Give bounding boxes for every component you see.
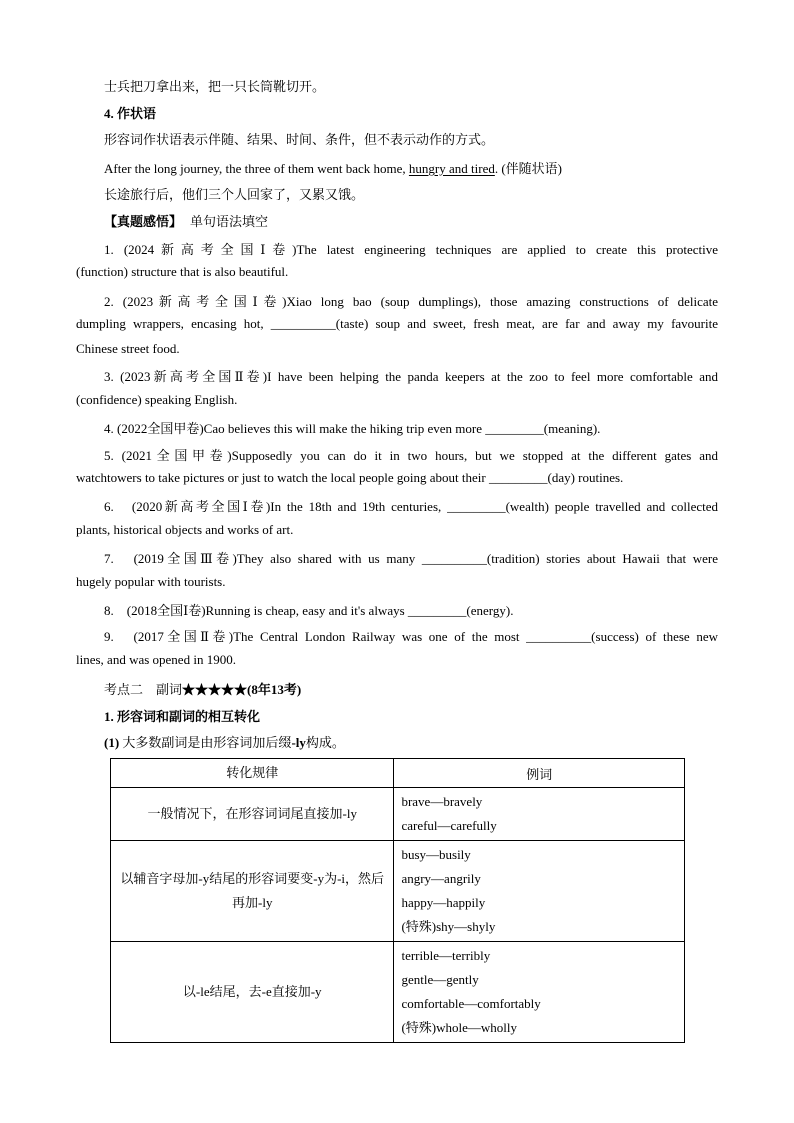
- example-word: (特殊)shy—shyly: [401, 919, 496, 934]
- example-word: happy—happily: [401, 895, 486, 910]
- question-1-line-2: (function) structure that is also beautiful.: [76, 264, 289, 279]
- subheading-adverbial: 4. 作状语: [104, 106, 157, 121]
- example-word: angry—angrily: [401, 871, 481, 886]
- section-title: [104, 679, 301, 698]
- question-2-line-1: 2. (2023新高考全国Ⅰ卷)Xiao long bao (soup dumplings), those amazing constructions of delicate: [104, 294, 718, 309]
- question-5-line-2: watchtowers to take pictures or just to watch the local people going about their _________(day) routines.: [76, 470, 624, 485]
- table-row: [111, 841, 685, 942]
- example-sentence: [104, 158, 562, 177]
- practice-heading-text: 单句语法填空: [190, 214, 269, 229]
- section-title-text: 考点二 副词: [104, 682, 183, 697]
- question-9-line-2: lines, and was opened in 1900.: [76, 652, 236, 667]
- example-word: careful—carefully: [401, 818, 497, 833]
- question-5-line-1: 5. (2021全国甲卷)Supposedly you can do it in two hours, but we stopped at the different gates and: [104, 448, 718, 463]
- subsection-rule-end: 构成。: [305, 735, 345, 750]
- subsection-rule-suffix: -ly: [291, 735, 306, 750]
- table-cell-rule: 以辅音字母加-y结尾的形容词要变-y为-i，然后再加-ly: [111, 841, 394, 942]
- question-3-line-2: (confidence) speaking English.: [76, 392, 238, 407]
- table-cell-rule: 一般情况下，在形容词词尾直接加-ly: [111, 788, 394, 841]
- example-word: terrible—terribly: [401, 948, 491, 963]
- table-row: [111, 788, 685, 841]
- practice-heading-label: 【真题感悟】: [104, 214, 183, 229]
- section-title-stars: ★★★★★(8年13考): [182, 682, 302, 697]
- question-8-line-1: 8. (2018全国Ⅰ卷)Running is cheap, easy and it's always _________(energy).: [104, 603, 514, 618]
- table-header-examples: 例词: [394, 759, 685, 788]
- question-3-line-1: 3. (2023新高考全国Ⅱ卷)I have been helping the panda keepers at the zoo to feel more comfortable and: [104, 369, 718, 384]
- table-cell-examples: [394, 788, 685, 841]
- rule-description: 形容词作状语表示伴随、结果、时间、条件，但不表示动作的方式。: [104, 132, 495, 147]
- example-underlined: hungry and tired: [408, 161, 495, 176]
- subsection-rule-number: (1): [104, 735, 120, 750]
- example-note: . (伴随状语): [494, 161, 563, 176]
- example-text: After the long journey, the three of them went back home,: [104, 161, 409, 176]
- subsection-heading: 1. 形容词和副词的相互转化: [104, 709, 261, 724]
- question-7-line-1: 7. (2019全国Ⅲ卷)They also shared with us many __________(tradition) stories about Hawaii that were: [104, 551, 718, 566]
- example-word: brave—bravely: [401, 794, 483, 809]
- example-translation: 长途旅行后，他们三个人回家了，又累又饿。: [104, 187, 365, 202]
- question-6-line-1: 6. (2020新高考全国Ⅰ卷)In the 18th and 19th centuries, _________(wealth) people travelled and collected: [104, 499, 718, 514]
- question-9-line-1: 9. (2017全国Ⅱ卷)The Central London Railway was one of the most __________(success) of these new: [104, 629, 718, 644]
- table-header-rule: 转化规律: [111, 759, 394, 788]
- example-word: gentle—gently: [401, 972, 479, 987]
- table-cell-examples: [394, 841, 685, 942]
- subsection-rule: [104, 732, 345, 751]
- practice-heading: [104, 211, 268, 230]
- subsection-rule-text: 大多数副词是由形容词加后缀: [119, 735, 292, 750]
- question-1-line-1: 1. (2024新高考全国Ⅰ卷)The latest engineering techniques are applied to create this protective: [104, 242, 718, 257]
- question-2-line-2: dumpling wrappers, encasing hot, __________(taste) soup and sweet, fresh meat, are far and away my favourite: [76, 316, 718, 331]
- translation-line: 士兵把刀拿出来，把一只长筒靴切开。: [104, 79, 326, 94]
- table-header-row: [111, 759, 685, 788]
- question-7-line-2: hugely popular with tourists.: [76, 574, 226, 589]
- example-word: (特殊)whole—wholly: [401, 1020, 517, 1035]
- question-2-line-3: Chinese street food.: [76, 341, 180, 356]
- question-4-line-1: 4. (2022全国甲卷)Cao believes this will make the hiking trip even more _________(meaning).: [104, 421, 601, 436]
- table-cell-rule: 以-le结尾，去-e直接加-y: [111, 942, 394, 1043]
- example-word: busy—busily: [401, 847, 471, 862]
- conversion-rules-table: [110, 758, 685, 1043]
- question-6-line-2: plants, historical objects and works of art.: [76, 522, 294, 537]
- table-row: [111, 942, 685, 1043]
- table-cell-examples: [394, 942, 685, 1043]
- example-word: comfortable—comfortably: [401, 996, 541, 1011]
